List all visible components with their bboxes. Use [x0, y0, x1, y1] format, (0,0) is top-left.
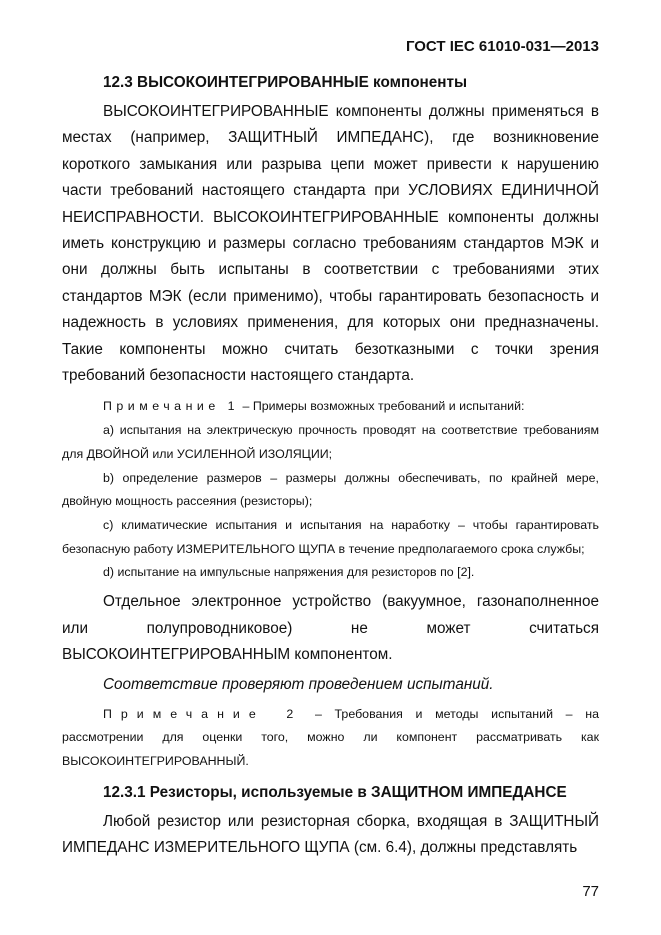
note-2-text: – Требования и методы испытаний – на рассмотрении для оценки того, можно ли компонент рассматривать как ВЫСОКОИНТЕГРИРОВАННЫЙ.	[62, 706, 599, 769]
note-1-item-c: с) климатические испытания и испытания на наработку – чтобы гарантировать безопасную работу ИЗМЕРИТЕЛЬНОГО ЩУПА в течение предполагаемого срока службы;	[62, 517, 599, 556]
section-heading: 12.3 ВЫСОКОИНТЕГРИРОВАННЫЕ компоненты	[103, 74, 468, 91]
note-1-label: Примечание 1	[103, 399, 240, 414]
document-code: ГОСТ IEC 61010-031—2013	[405, 38, 599, 55]
note-1-item-b: b) определение размеров – размеры должны обеспечивать, по крайней мере, двойную мощность рассеяния (резисторы);	[62, 470, 599, 509]
section-paragraph: ВЫСОКОИНТЕГРИРОВАННЫЕ компоненты должны применяться в местах (например, ЗАЩИТНЫЙ ИМПЕДАНС), где возникновение короткого замыкания или разрыва цепи может привести к нарушению части требований настоящего стандарта при УСЛОВИЯХ ЕДИНИЧНОЙ НЕИСПРАВНОСТИ. ВЫСОКОИНТЕГРИРОВАННЫЕ компоненты должны иметь конструкцию и размеры согласно требованиям стандартов МЭК и они должны быть испытаны в соответствии с требованиями этих стандартов МЭК (если применимо), чтобы гарантировать безопасность и надежность в условиях применения, для которых они предназначены. Такие компоненты можно считать безотказными с точки зрения требований безопасности настоящего стандарта.	[62, 103, 599, 385]
subsection-heading: 12.3.1 Резисторы, используемые в ЗАЩИТНОМ ИМПЕДАНСЕ	[103, 783, 567, 801]
page-body	[62, 70, 599, 862]
note-1-item-d: d) испытание на импульсные напряжения для резисторов по [2].	[103, 565, 475, 580]
note-1-text: – Примеры возможных требований и испытаний:	[239, 399, 525, 414]
compliance-statement: Соответствие проверяют проведением испытаний.	[103, 676, 494, 694]
note-2-label: Примечание 2	[103, 706, 303, 721]
section-paragraph-2: Отдельное электронное устройство (вакуумное, газонаполненное или полупроводниковое) не может считаться ВЫСОКОИНТЕГРИРОВАННЫМ компонентом.	[62, 593, 599, 663]
note-1	[62, 395, 599, 419]
subsection-paragraph: Любой резистор или резисторная сборка, входящая в ЗАЩИТНЫЙ ИМПЕДАНС ИЗМЕРИТЕЛЬНОГО ЩУПА (см. 6.4), должны представлять	[62, 812, 599, 857]
page-number: 77	[582, 883, 599, 900]
note-2	[62, 703, 599, 774]
note-1-item-a: а) испытания на электрическую прочность проводят на соответствие требованиям для ДВОЙНОЙ или УСИЛЕННОЙ ИЗОЛЯЦИИ;	[62, 423, 599, 461]
